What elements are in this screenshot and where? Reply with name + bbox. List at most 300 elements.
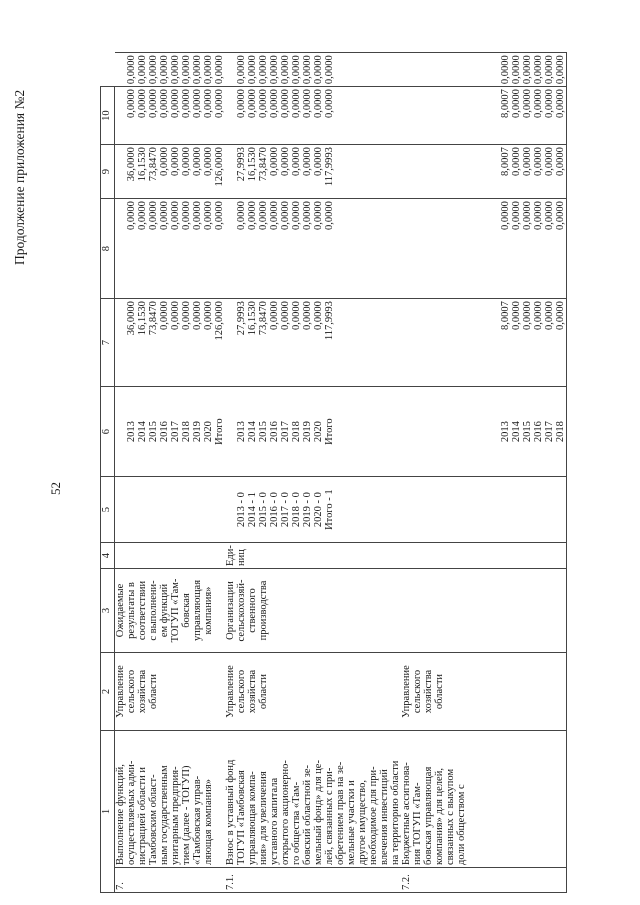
item-col9-line: 0,0000 (291, 89, 302, 118)
item-executor (225, 653, 401, 731)
item-col10-line: 0,0000 (213, 55, 225, 85)
item-col9-line: 0,0000 (137, 89, 148, 118)
item-executor-line: Управление (115, 665, 126, 718)
item-col8-line: 16,1530 (137, 147, 148, 182)
spacer (489, 301, 500, 384)
item-result-line: ем функций (159, 583, 170, 638)
spacer (225, 147, 236, 196)
item-col6-line: 0,0000 (291, 301, 302, 330)
item-years-line: 2016 (159, 421, 170, 443)
spacer (467, 389, 478, 474)
item-indicator-line: 2015 - 0 (258, 492, 269, 528)
item-indicator-line: 2017 - 0 (280, 492, 291, 528)
spacer (467, 147, 478, 196)
item-col10-line: 0,0000 (522, 55, 533, 85)
spacer (434, 479, 445, 540)
item-col10-line: 0,0000 (236, 55, 247, 85)
item-col6-line: 0,0000 (170, 301, 181, 330)
item-col8-line: 73,8470 (148, 147, 159, 182)
item-col9-line: 0,0000 (280, 89, 291, 118)
item-col6-line: 0,0000 (533, 301, 544, 330)
item-col8-line: 0,0000 (291, 147, 302, 176)
item-col7-line: 0,0000 (148, 201, 159, 230)
item-col9-line: 0,0000 (302, 89, 313, 118)
item-col8 (401, 145, 567, 199)
spacer (489, 147, 500, 196)
header-cell: 6 (101, 387, 115, 477)
page-title: Продолжение приложения №2 (12, 89, 27, 265)
item-name-line: ния ТОГУП «Там- (412, 782, 423, 865)
item-result-line: соответствии (137, 580, 148, 641)
item-col7-line: 0,0000 (159, 201, 170, 230)
spacer (412, 389, 423, 474)
spacer (412, 301, 423, 384)
item-col10-line: 0,0000 (125, 55, 137, 85)
page-number: 52 (48, 482, 63, 495)
item-unit-line: ниц (236, 549, 247, 566)
spacer (412, 479, 423, 540)
spacer (423, 301, 434, 384)
item-col10-line: 0,0000 (555, 55, 566, 85)
item-col10-line: 0,0000 (500, 55, 511, 85)
item-col7 (225, 199, 401, 299)
item-col7-line: 0,0000 (324, 201, 335, 230)
item-unit (401, 543, 567, 569)
spacer (225, 55, 236, 84)
item-col8-line: 117,9993 (324, 147, 335, 187)
item-result (115, 569, 226, 653)
item-name-line: го общества «Там- (291, 781, 302, 865)
spacer (456, 301, 467, 384)
spacer (225, 301, 236, 384)
item-indicator-line: 2020 - 0 (313, 492, 324, 528)
item-years-line: 2019 (192, 421, 203, 443)
item-col9-line: 0,0000 (148, 89, 159, 118)
spacer (412, 89, 423, 142)
item-col7-line: 0,0000 (214, 201, 225, 230)
spacer (225, 201, 236, 296)
spacer (456, 55, 467, 84)
item-years (401, 387, 567, 477)
spacer (467, 301, 478, 384)
item-result-line: Организации (225, 581, 236, 640)
item-col10-line: 0,0000 (511, 55, 522, 85)
item-col7-line: 0,0000 (313, 201, 324, 230)
item-col10-line: 0,0000 (247, 55, 258, 85)
header-cell: 1 (101, 731, 115, 893)
item-col7 (401, 199, 567, 299)
item-col8-line: 73,8470 (258, 147, 269, 182)
item-name-line: Тамбовским област- (148, 774, 159, 865)
item-col7-line: 0,0000 (555, 201, 566, 230)
spacer (478, 301, 489, 384)
item-col10-line: 0,0000 (280, 55, 291, 85)
item-col7-line: 0,0000 (500, 201, 511, 230)
spacer (478, 55, 489, 84)
item-indicator (225, 477, 401, 543)
item-years-line: 2014 (137, 421, 148, 443)
item-result-line: ственного (247, 588, 258, 633)
header-cell: 7 (101, 299, 115, 387)
header-row (101, 53, 115, 893)
item-col9-line: 0,0000 (258, 89, 269, 118)
item-years-line: 2014 (247, 421, 258, 443)
item-executor-line: области (148, 673, 159, 710)
item-name-line: влечения инвестиций (379, 769, 390, 865)
item-years-line: 2015 (148, 421, 159, 443)
item-col6-line: 73,8470 (258, 301, 269, 336)
item-name-line: осуществляемых адми- (126, 760, 137, 865)
item-col9 (401, 87, 567, 145)
spacer (225, 479, 236, 540)
item-col9-line: 0,0000 (269, 89, 280, 118)
program-table (100, 52, 567, 893)
item-name (401, 731, 567, 868)
item-col7-line: 0,0000 (258, 201, 269, 230)
item-name-line: компания» для целей, (434, 768, 445, 865)
item-indicator (401, 477, 567, 543)
item-name-line: Выполнение функций, (115, 764, 126, 865)
item-col7-line: 0,0000 (302, 201, 313, 230)
spacer (434, 89, 445, 142)
spacer (478, 201, 489, 296)
spacer (225, 389, 236, 474)
item-name-line: обретением прав на зе- (335, 761, 346, 865)
item-executor (401, 653, 567, 731)
item-name-line: Бюджетные ассигнова- (401, 762, 412, 865)
spacer (489, 89, 500, 142)
item-col6-line: 0,0000 (269, 301, 280, 330)
item-col10-line: 0,0000 (313, 55, 324, 85)
header-cell: 10 (101, 87, 115, 145)
item-col10-line: 0,0000 (191, 55, 203, 85)
item-col8-line: 0,0000 (159, 147, 170, 176)
header-cell: 2 (101, 653, 115, 731)
item-col7-line: 0,0000 (533, 201, 544, 230)
item-name-line: связанных с выкупом (445, 768, 456, 865)
item-col6-line: 0,0000 (280, 301, 291, 330)
item-col6-line: 0,0000 (313, 301, 324, 330)
spacer (115, 89, 126, 142)
item-unit-line: Еди- (225, 545, 236, 566)
item-col8-line: 0,0000 (511, 147, 522, 176)
item-col7-line: 0,0000 (170, 201, 181, 230)
item-col8-line: 36,0000 (126, 147, 137, 182)
item-col7-line: 0,0000 (203, 201, 214, 230)
item-col6 (115, 299, 226, 387)
item-col10-line: 0,0000 (169, 55, 181, 85)
item-col9-line: 0,0000 (192, 89, 203, 118)
item-col7-line: 0,0000 (291, 201, 302, 230)
item-executor-line: сельского (126, 669, 137, 714)
item-col7-line: 0,0000 (280, 201, 291, 230)
item-number: 7. (115, 868, 226, 893)
item-years-line: Итого (214, 418, 225, 445)
spacer (115, 301, 126, 384)
item-name-line: «Тамбовская управ- (192, 775, 203, 865)
item-result-line: управляющая (192, 579, 203, 642)
item-col9-line: 0,0000 (324, 89, 335, 118)
item-result-line: ТОГУП «Там- (170, 578, 181, 643)
item-col6-line: 117,9993 (324, 301, 335, 341)
item-years-line: 2015 (258, 421, 269, 443)
item-years-line: 2018 (291, 421, 302, 443)
spacer (445, 389, 456, 474)
item-col9-line: 0,0000 (313, 89, 324, 118)
item-col7-line: 0,0000 (181, 201, 192, 230)
item-indicator-line: 2018 - 0 (291, 492, 302, 528)
item-col7-line: 0,0000 (137, 201, 148, 230)
item-col10 (115, 53, 226, 87)
item-col6 (225, 299, 401, 387)
spacer (478, 479, 489, 540)
spacer (467, 89, 478, 142)
header-cell: 8 (101, 199, 115, 299)
item-col10-line: 0,0000 (324, 55, 335, 85)
item-years-line: 2017 (280, 421, 291, 443)
spacer (478, 147, 489, 196)
header-cell: 5 (101, 477, 115, 543)
item-years-line: 2020 (313, 421, 324, 443)
item-result-line: Ожидаемые (115, 583, 126, 638)
item-executor-line: области (434, 673, 445, 710)
item-col8-line: 0,0000 (533, 147, 544, 176)
item-years-line: 2017 (544, 421, 555, 443)
item-name-line: унитарным предприя- (170, 766, 181, 865)
item-col6-line: 0,0000 (203, 301, 214, 330)
item-col9-line: 0,0000 (181, 89, 192, 118)
table-row (115, 53, 226, 893)
item-col6-line: 0,0000 (544, 301, 555, 330)
spacer (467, 479, 478, 540)
spacer (456, 479, 467, 540)
item-col10-line: 0,0000 (533, 55, 544, 85)
item-result (225, 569, 401, 653)
item-col6-line: 27,9993 (236, 301, 247, 336)
item-name (115, 731, 226, 868)
item-col7-line: 0,0000 (126, 201, 137, 230)
spacer (445, 89, 456, 142)
spacer (467, 201, 478, 296)
header-cell: 9 (101, 145, 115, 199)
item-col8-line: 0,0000 (269, 147, 280, 176)
spacer (478, 389, 489, 474)
spacer (434, 55, 445, 84)
spacer (115, 201, 126, 296)
item-years (225, 387, 401, 477)
item-result-line: результаты в (126, 582, 137, 639)
item-col9-line: 0,0000 (214, 89, 225, 118)
item-years-line: 2013 (126, 421, 137, 443)
item-col9-line: 0,0000 (170, 89, 181, 118)
item-col7-line: 0,0000 (511, 201, 522, 230)
item-name-line: ния» для увеличения (258, 771, 269, 865)
item-col8 (115, 145, 226, 199)
item-col10-line: 0,0000 (180, 55, 192, 85)
item-col6-line: 16,1530 (137, 301, 148, 336)
item-name-line: открытого акционерно- (280, 760, 291, 865)
item-number: 7.2. (401, 868, 567, 893)
item-col7 (115, 199, 226, 299)
item-col6 (401, 299, 567, 387)
item-name (225, 731, 401, 868)
item-result-line: производства (258, 580, 269, 641)
item-executor-line: хозяйства (423, 669, 434, 714)
item-result (401, 569, 567, 653)
item-col6-line: 0,0000 (511, 301, 522, 330)
item-col7-line: 0,0000 (236, 201, 247, 230)
item-col6-line: 0,0000 (192, 301, 203, 330)
spacer (401, 201, 412, 296)
spacer (401, 479, 412, 540)
item-col9-line: 0,0000 (126, 89, 137, 118)
item-col8-line: 0,0000 (181, 147, 192, 176)
item-col7-line: 0,0000 (544, 201, 555, 230)
item-col7-line: 0,0000 (247, 201, 258, 230)
item-unit (115, 543, 226, 569)
item-col10-line: 0,0000 (302, 55, 313, 85)
spacer (423, 55, 434, 84)
spacer (434, 201, 445, 296)
item-col9-line: 0,0000 (544, 89, 555, 118)
item-col8-line: 0,0000 (192, 147, 203, 176)
spacer (456, 201, 467, 296)
item-col10-line: 0,0000 (258, 55, 269, 85)
item-col7-line: 0,0000 (192, 201, 203, 230)
item-col6-line: 36,0000 (126, 301, 137, 336)
item-col10-line: 0,0000 (269, 55, 280, 85)
spacer (489, 479, 500, 540)
item-col8-line: 8,0007 (500, 147, 511, 176)
item-col10 (401, 53, 567, 87)
item-col6-line: 126,0000 (214, 301, 225, 341)
item-name-line: на территорию области (390, 760, 401, 865)
item-years-line: 2013 (500, 421, 511, 443)
item-name-line: ным государственным (159, 765, 170, 865)
item-name-line: ляющая компания» (203, 779, 214, 865)
item-col8-line: 16,1530 (247, 147, 258, 182)
spacer (467, 55, 478, 84)
item-executor-line: сельского (412, 669, 423, 714)
spacer (401, 55, 412, 84)
spacer (445, 55, 456, 84)
item-years-line: 2016 (533, 421, 544, 443)
item-indicator-line: 2013 - 0 (236, 492, 247, 528)
spacer (445, 301, 456, 384)
spacer (456, 89, 467, 142)
item-col9-line: 0,0000 (203, 89, 214, 118)
item-col10 (225, 53, 401, 87)
item-years-line: 2019 (302, 421, 313, 443)
spacer (412, 201, 423, 296)
spacer (445, 147, 456, 196)
item-name-line: мельный фонд» для це- (313, 760, 324, 865)
spacer (423, 479, 434, 540)
item-name-line: другое имущество, (357, 780, 368, 865)
item-years-line: 2015 (522, 421, 533, 443)
item-col8-line: 0,0000 (544, 147, 555, 176)
spacer (412, 55, 423, 84)
item-executor-line: хозяйства (247, 669, 258, 714)
item-name-line: Взнос в уставный фонд (225, 759, 236, 865)
item-col10-line: 0,0000 (147, 55, 159, 85)
item-col8-line: 0,0000 (522, 147, 533, 176)
item-col9-line: 0,0000 (511, 89, 522, 118)
spacer (489, 55, 500, 84)
item-col9-line: 0,0000 (247, 89, 258, 118)
spacer (434, 389, 445, 474)
item-col9 (225, 87, 401, 145)
item-unit (225, 543, 401, 569)
header-cell: 4 (101, 543, 115, 569)
spacer (423, 389, 434, 474)
item-indicator-line: 2019 - 0 (302, 492, 313, 528)
item-indicator-line: 2014 - 1 (247, 492, 258, 528)
item-name-line: уставного капитала (269, 777, 280, 865)
item-name-line: нистрацией области и (137, 766, 148, 865)
item-number: 7.1. (225, 868, 401, 893)
spacer (115, 55, 126, 84)
item-executor-line: Управление (225, 665, 236, 718)
item-col8-line: 27,9993 (236, 147, 247, 182)
item-col6-line: 8,0007 (500, 301, 511, 330)
spacer (445, 201, 456, 296)
item-col8-line: 0,0000 (170, 147, 181, 176)
item-result-line: с выполнени- (148, 580, 159, 641)
spacer (115, 147, 126, 196)
item-name-line: лей, связанных с при- (324, 767, 335, 865)
spacer (115, 389, 126, 474)
spacer (423, 89, 434, 142)
item-executor-line: хозяйства (137, 669, 148, 714)
item-col9-line: 0,0000 (236, 89, 247, 118)
item-col6-line: 0,0000 (522, 301, 533, 330)
item-name-line: необходимое для при- (368, 766, 379, 865)
spacer (115, 479, 126, 540)
spacer (412, 147, 423, 196)
item-col10-line: 0,0000 (136, 55, 148, 85)
item-executor-line: Управление (401, 665, 412, 718)
spacer (434, 147, 445, 196)
item-years-line: 2014 (511, 421, 522, 443)
item-indicator-line: Итого - 1 (324, 489, 335, 530)
item-executor-line: области (258, 673, 269, 710)
item-years-line: 2018 (181, 421, 192, 443)
item-years-line: 2018 (555, 421, 566, 443)
spacer (489, 201, 500, 296)
item-years (115, 387, 226, 477)
header-cell: 3 (101, 569, 115, 653)
item-years-line: 2013 (236, 421, 247, 443)
item-name-line: ТОГУП «Тамбовская (236, 770, 247, 865)
item-years-line: 2017 (170, 421, 181, 443)
spacer (401, 301, 412, 384)
spacer (489, 389, 500, 474)
spacer (456, 147, 467, 196)
item-col8-line: 0,0000 (203, 147, 214, 176)
item-col6-line: 73,8470 (148, 301, 159, 336)
item-col8-line: 126,0000 (214, 147, 225, 187)
spacer (456, 389, 467, 474)
item-indicator (115, 477, 226, 543)
item-executor-line: сельского (236, 669, 247, 714)
item-col8-line: 0,0000 (302, 147, 313, 176)
item-col7-line: 0,0000 (269, 201, 280, 230)
item-col10-line: 0,0000 (202, 55, 214, 85)
item-result-line: сельскохозяй- (236, 579, 247, 642)
item-col6-line: 0,0000 (302, 301, 313, 330)
table-row (401, 53, 567, 893)
